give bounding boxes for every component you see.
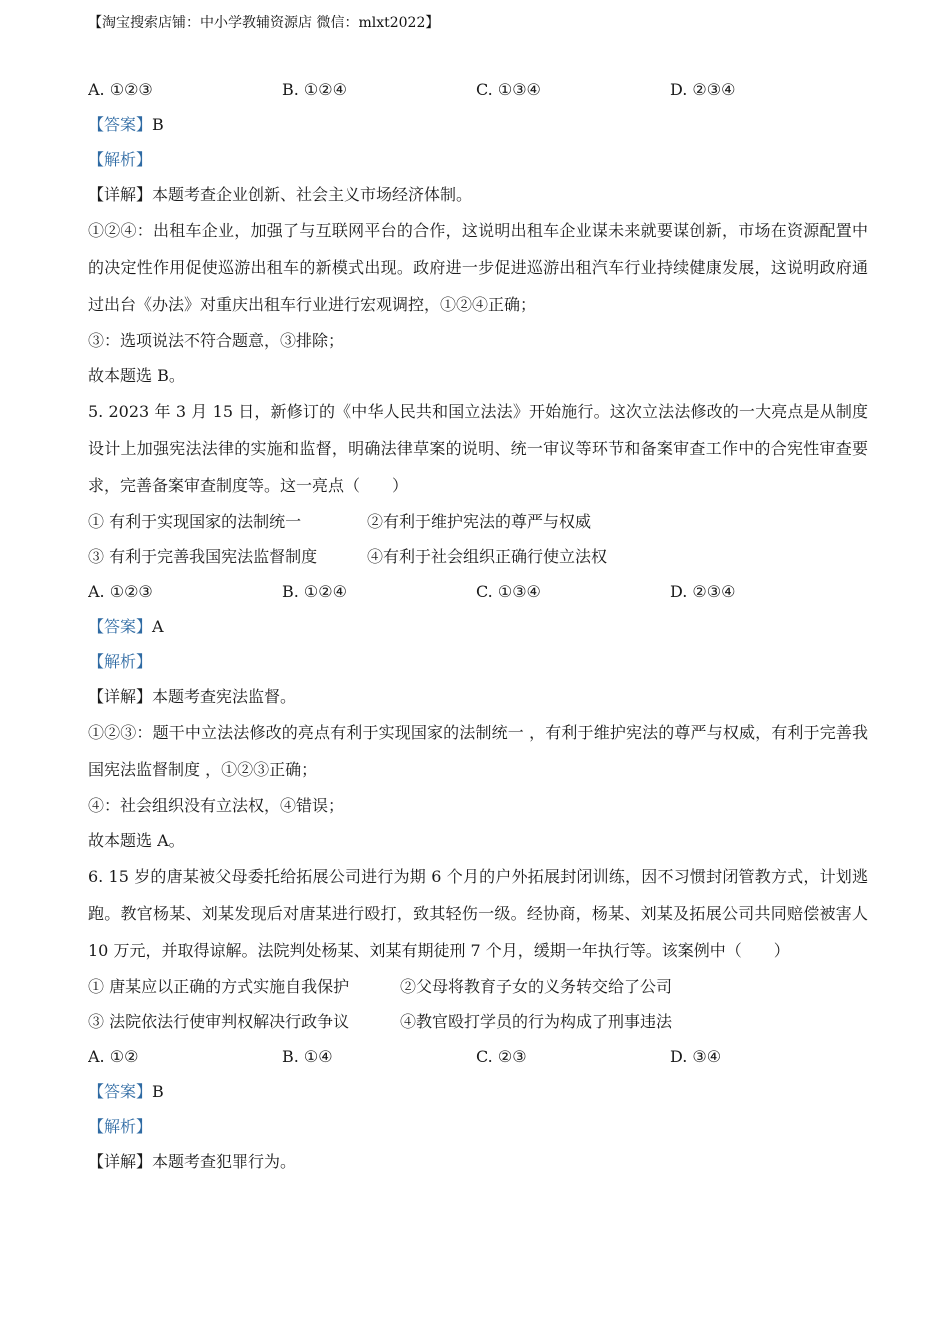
q5-conclusion: 故本题选 A。 bbox=[88, 831, 185, 850]
q5-explanation-1: ①②③：题干中立法法修改的亮点有利于实现国家的法制统一 ，有利于维护宪法的尊严与权威，有利于完善我国宪法监督制度 ，①②③正确； bbox=[88, 723, 868, 779]
q4-answer bbox=[88, 107, 868, 142]
answer-tag: 【答案】 bbox=[88, 115, 153, 134]
analysis-tag: 【解析】 bbox=[88, 1117, 153, 1136]
q6-answer bbox=[88, 1074, 868, 1109]
detail-tag: 【详解】 bbox=[88, 1152, 153, 1171]
q6-statement-3: ③ 法院依法行使审判权解决行政争议 bbox=[88, 1012, 350, 1031]
detail-tag: 【详解】 bbox=[88, 185, 153, 204]
q4-option-a: A. ①②③ bbox=[88, 80, 153, 99]
q6-statement-1: ① 唐某应以正确的方式实施自我保护 bbox=[88, 977, 350, 996]
q5-explanation-2: ④：社会组织没有立法权，④错误； bbox=[88, 796, 345, 815]
q4-option-c: C. ①③④ bbox=[476, 80, 541, 99]
answer-tag: 【答案】 bbox=[88, 1082, 153, 1101]
q4-analysis-heading bbox=[88, 142, 868, 177]
q6-statements-row-2 bbox=[88, 1004, 868, 1039]
answer-value: B bbox=[152, 115, 164, 134]
detail-text: 本题考查犯罪行为。 bbox=[152, 1152, 297, 1171]
q4-detail bbox=[88, 177, 868, 212]
q5-option-a: A. ①②③ bbox=[88, 582, 153, 601]
q4-explanation-1: ①②④：出租车企业，加强了与互联网平台的合作，这说明出租车企业谋未来就要谋创新，市场在资源配置中的决定性作用促使巡游出租车的新模式出现。政府进一步促进巡游出租汽车行业持续健康发展，这说明政府通过出台《办法》对重庆出租车行业进行宏观调控，①②④正确； bbox=[88, 221, 868, 314]
answer-value: B bbox=[152, 1082, 164, 1101]
q6-statements-row-1 bbox=[88, 969, 868, 1004]
q5-statement-1: ① 有利于实现国家的法制统一 bbox=[88, 512, 302, 531]
q6-stem: 6. 15 岁的唐某被父母委托给拓展公司进行为期 6 个月的户外拓展封闭训练，因不习惯封闭管教方式，计划逃跑。教官杨某、刘某发现后对唐某进行殴打，致其轻伤一级。经协商，杨某、刘某及拓展公司共同赔偿被害人 10 万元，并取得谅解。法院判处杨某、刘某有期徒刑 7 个月，缓期一年执行等。该案例中（ ） bbox=[88, 867, 868, 960]
analysis-tag: 【解析】 bbox=[88, 652, 153, 671]
q5-statement-2: ②有利于维护宪法的尊严与权威 bbox=[367, 512, 592, 531]
q5-option-c: C. ①③④ bbox=[476, 582, 541, 601]
q5-detail bbox=[88, 679, 868, 714]
q5-option-b: B. ①②④ bbox=[282, 582, 347, 601]
q5-option-d: D. ②③④ bbox=[670, 582, 736, 601]
detail-text: 本题考查企业创新、社会主义市场经济体制。 bbox=[152, 185, 473, 204]
analysis-tag: 【解析】 bbox=[88, 150, 153, 169]
q5-answer bbox=[88, 609, 868, 644]
q4-options bbox=[88, 72, 868, 107]
detail-text: 本题考查宪法监督。 bbox=[152, 687, 297, 706]
q6-option-b: B. ①④ bbox=[282, 1047, 333, 1066]
q5-options bbox=[88, 574, 868, 609]
q5-statement-3: ③ 有利于完善我国宪法监督制度 bbox=[88, 547, 318, 566]
answer-tag: 【答案】 bbox=[88, 617, 153, 636]
q6-option-a: A. ①② bbox=[88, 1047, 139, 1066]
detail-tag: 【详解】 bbox=[88, 687, 153, 706]
q4-option-d: D. ②③④ bbox=[670, 80, 736, 99]
q5-stem: 5. 2023 年 3 月 15 日，新修订的《中华人民共和国立法法》开始施行。这次立法法修改的一大亮点是从制度设计上加强宪法法律的实施和监督，明确法律草案的说明、统一审议等环节和备案审查工作中的合宪性审查要求，完善备案审查制度等。这一亮点（ ） bbox=[88, 402, 868, 495]
q5-statements-row-1 bbox=[88, 504, 868, 539]
q5-statements-row-2 bbox=[88, 539, 868, 574]
q5-analysis-heading bbox=[88, 644, 868, 679]
q6-analysis-heading bbox=[88, 1109, 868, 1144]
q4-conclusion: 故本题选 B。 bbox=[88, 366, 185, 385]
document-content bbox=[88, 72, 868, 1179]
q6-statement-4: ④教官殴打学员的行为构成了刑事违法 bbox=[400, 1012, 673, 1031]
q6-options bbox=[88, 1039, 868, 1074]
q6-detail bbox=[88, 1144, 868, 1179]
q4-option-b: B. ①②④ bbox=[282, 80, 347, 99]
answer-value: A bbox=[152, 617, 164, 636]
q4-explanation-2: ③：选项说法不符合题意，③排除； bbox=[88, 331, 345, 350]
q6-statement-2: ②父母将教育子女的义务转交给了公司 bbox=[400, 977, 673, 996]
q5-statement-4: ④有利于社会组织正确行使立法权 bbox=[367, 547, 608, 566]
page-header: 【淘宝搜索店铺：中小学教辅资源店 微信：mlxt2022】 bbox=[88, 15, 440, 31]
q6-option-c: C. ②③ bbox=[476, 1047, 527, 1066]
q6-option-d: D. ③④ bbox=[670, 1047, 722, 1066]
